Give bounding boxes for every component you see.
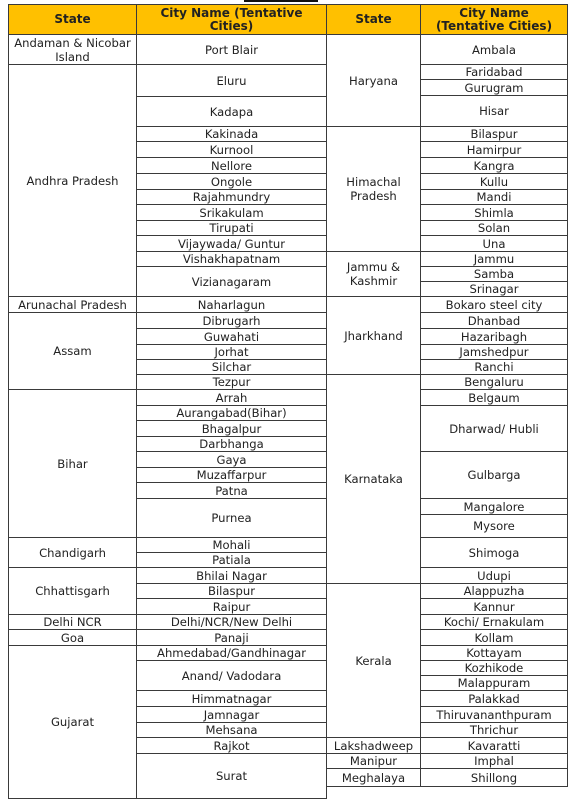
right-city-cell: Hamirpur (466, 142, 522, 157)
left-city-cell: Vijaywada/ Guntur (177, 236, 286, 251)
left-city-cell: Kadapa (209, 104, 254, 119)
left-city-cell: Anand/ Vadodara (181, 668, 282, 683)
left-city-cell: Dibrugarh (202, 313, 261, 328)
left-city-cell: Darbhanga (199, 437, 264, 451)
right-city-cell: Bokaro steel city (445, 297, 543, 312)
right-city-cell: Faridabad (465, 65, 523, 79)
header-state: State (9, 5, 136, 34)
right-state-cell: Lakshadweep (333, 738, 414, 753)
right-city-cell: Alappuzha (463, 584, 525, 598)
right-city-cell: Gulbarga (467, 468, 521, 482)
table-top-border (8, 4, 568, 5)
right-city-cell: Jamshedpur (459, 345, 529, 359)
table-right-border (567, 4, 568, 787)
left-city-cell: Tirupati (209, 221, 254, 235)
top-edge-mark (244, 0, 318, 2)
right-city-cell: Kottayam (466, 646, 522, 660)
left-city-cell: Bhagalpur (201, 421, 262, 436)
left-city-cell: Surat (215, 769, 248, 783)
right-state-cell: Himachal Pradesh (346, 175, 401, 203)
left-state-cell: Delhi NCR (43, 615, 102, 629)
left-state-cell: Andhra Pradesh (26, 173, 119, 188)
left-city-cell: Ahmedabad/Gandhinagar (157, 646, 306, 660)
left-state-cell: Assam (53, 344, 92, 358)
right-city-cell: Samba (473, 267, 515, 281)
right-city-cell: Srinagar (469, 282, 519, 296)
left-state-cell: Chandigarh (39, 545, 106, 560)
left-city-cell: Silchar (211, 360, 252, 374)
right-city-cell: Ambala (471, 42, 516, 57)
right-city-cell: Una (482, 236, 506, 251)
left-city-cell: Jorhat (214, 345, 249, 359)
right-city-cell: Kangra (473, 158, 515, 173)
right-city-cell: Mysore (473, 519, 515, 533)
left-city-cell: Vizianagaram (191, 274, 272, 289)
left-city-cell: Port Blair (205, 42, 258, 57)
left-state-cell: Goa (60, 630, 85, 645)
right-city-cell: Kozhikode (464, 661, 524, 675)
right-city-cell: Jammu (473, 252, 515, 266)
left-city-cell: Srikakulam (199, 205, 264, 220)
left-city-cell: Gaya (216, 452, 247, 467)
right-state-cell: Manipur (349, 754, 398, 768)
left-inner-border (136, 4, 137, 799)
right-city-cell: Palakkad (468, 691, 520, 706)
left-city-cell: Vishakhapatnam (182, 252, 281, 266)
right-city-cell: Kollam (474, 630, 514, 645)
left-state-cell: Bihar (57, 456, 88, 471)
right-city-cell: Udupi (477, 568, 511, 583)
right-city-cell: Malappuram (457, 676, 531, 690)
right-state-cell: Meghalaya (341, 770, 406, 785)
right-city-cell: Thrichur (469, 723, 519, 737)
header-city: City Name (Tentative Cities) (137, 5, 326, 34)
left-state-cell: Andaman & Nicobar Island (14, 35, 131, 64)
left-state-divider (8, 798, 137, 799)
left-city-cell: Panaji (214, 630, 249, 645)
right-city-cell: Thiruvananthpuram (436, 707, 552, 722)
left-city-cell: Aurangabad(Bihar) (176, 406, 287, 420)
left-city-cell: Naharlagun (197, 297, 266, 312)
left-state-cell: Gujarat (50, 715, 95, 729)
left-city-cell: Mohali (212, 538, 251, 552)
right-state-cell: Jammu & Kashmir (346, 260, 401, 288)
left-city-cell: Purnea (211, 511, 252, 525)
right-city-cell: Kavaratti (467, 738, 521, 753)
right-city-cell: Shimoga (468, 545, 520, 560)
left-city-cell: Ongole (210, 174, 253, 189)
right-city-cell: Shillong (470, 770, 518, 785)
left-city-cell: Tezpur (212, 375, 251, 389)
left-city-cell: Muzaffarpur (196, 468, 267, 482)
left-state-cell: Arunachal Pradesh (18, 297, 127, 312)
header-city2: City Name (Tentative Cities) (421, 5, 567, 34)
right-city-cell: Kochi/ Ernakulam (443, 615, 545, 629)
header-state2: State (327, 5, 420, 34)
right-state-cell: Haryana (348, 73, 398, 88)
right-state-cell: Kerala (355, 653, 392, 668)
right-city-cell: Belgaum (468, 390, 520, 405)
left-state-cell: Chhattisgarh (35, 584, 110, 598)
left-city-cell: Himmatnagar (191, 691, 272, 706)
left-city-cell: Jamnagar (203, 707, 260, 722)
right-city-divider (420, 786, 568, 787)
right-city-cell: Bengaluru (464, 375, 524, 389)
right-city-cell: Mangalore (463, 499, 525, 514)
left-city-cell: Rajahmundry (192, 190, 271, 204)
right-city-cell: Hisar (479, 104, 509, 118)
left-city-cell: Arrah (215, 390, 248, 405)
left-city-cell: Kakinada (204, 127, 259, 141)
right-state-cell: Jharkhand (344, 328, 403, 343)
left-city-cell: Patna (215, 483, 248, 498)
left-city-cell: Guwahati (203, 329, 260, 344)
right-city-cell: Dharwad/ Hubli (449, 421, 539, 436)
right-city-cell: Imphal (474, 754, 514, 768)
left-city-cell: Bilaspur (207, 584, 255, 598)
left-city-cell: Raipur (212, 599, 251, 614)
right-city-cell: Kullu (479, 174, 509, 189)
left-city-divider (136, 798, 327, 799)
right-city-cell: Hazaribagh (460, 329, 528, 344)
table-left-border (8, 4, 9, 799)
right-city-cell: Gurugram (464, 80, 524, 95)
right-city-cell: Ranchi (474, 360, 514, 374)
left-city-cell: Nellore (211, 158, 252, 173)
right-state-cell: Karnataka (344, 472, 403, 486)
right-city-cell: Dhanbad (467, 313, 521, 328)
left-city-cell: Delhi/NCR/New Delhi (170, 615, 293, 629)
right-state-divider (326, 786, 421, 787)
center-border (326, 4, 327, 799)
right-city-cell: Solan (477, 221, 511, 235)
left-city-cell: Rajkot (213, 738, 250, 753)
left-city-cell: Patiala (212, 553, 251, 567)
left-city-cell: Mehsana (205, 723, 258, 737)
left-city-cell: Eluru (216, 73, 247, 88)
right-city-cell: Shimla (474, 205, 514, 220)
left-city-cell: Bhilai Nagar (196, 568, 267, 583)
left-city-cell: Kurnool (209, 142, 254, 157)
right-inner-border (420, 4, 421, 787)
right-city-cell: Kannur (473, 599, 515, 614)
right-city-cell: Bilaspur (470, 127, 518, 141)
right-city-cell: Mandi (476, 190, 512, 204)
